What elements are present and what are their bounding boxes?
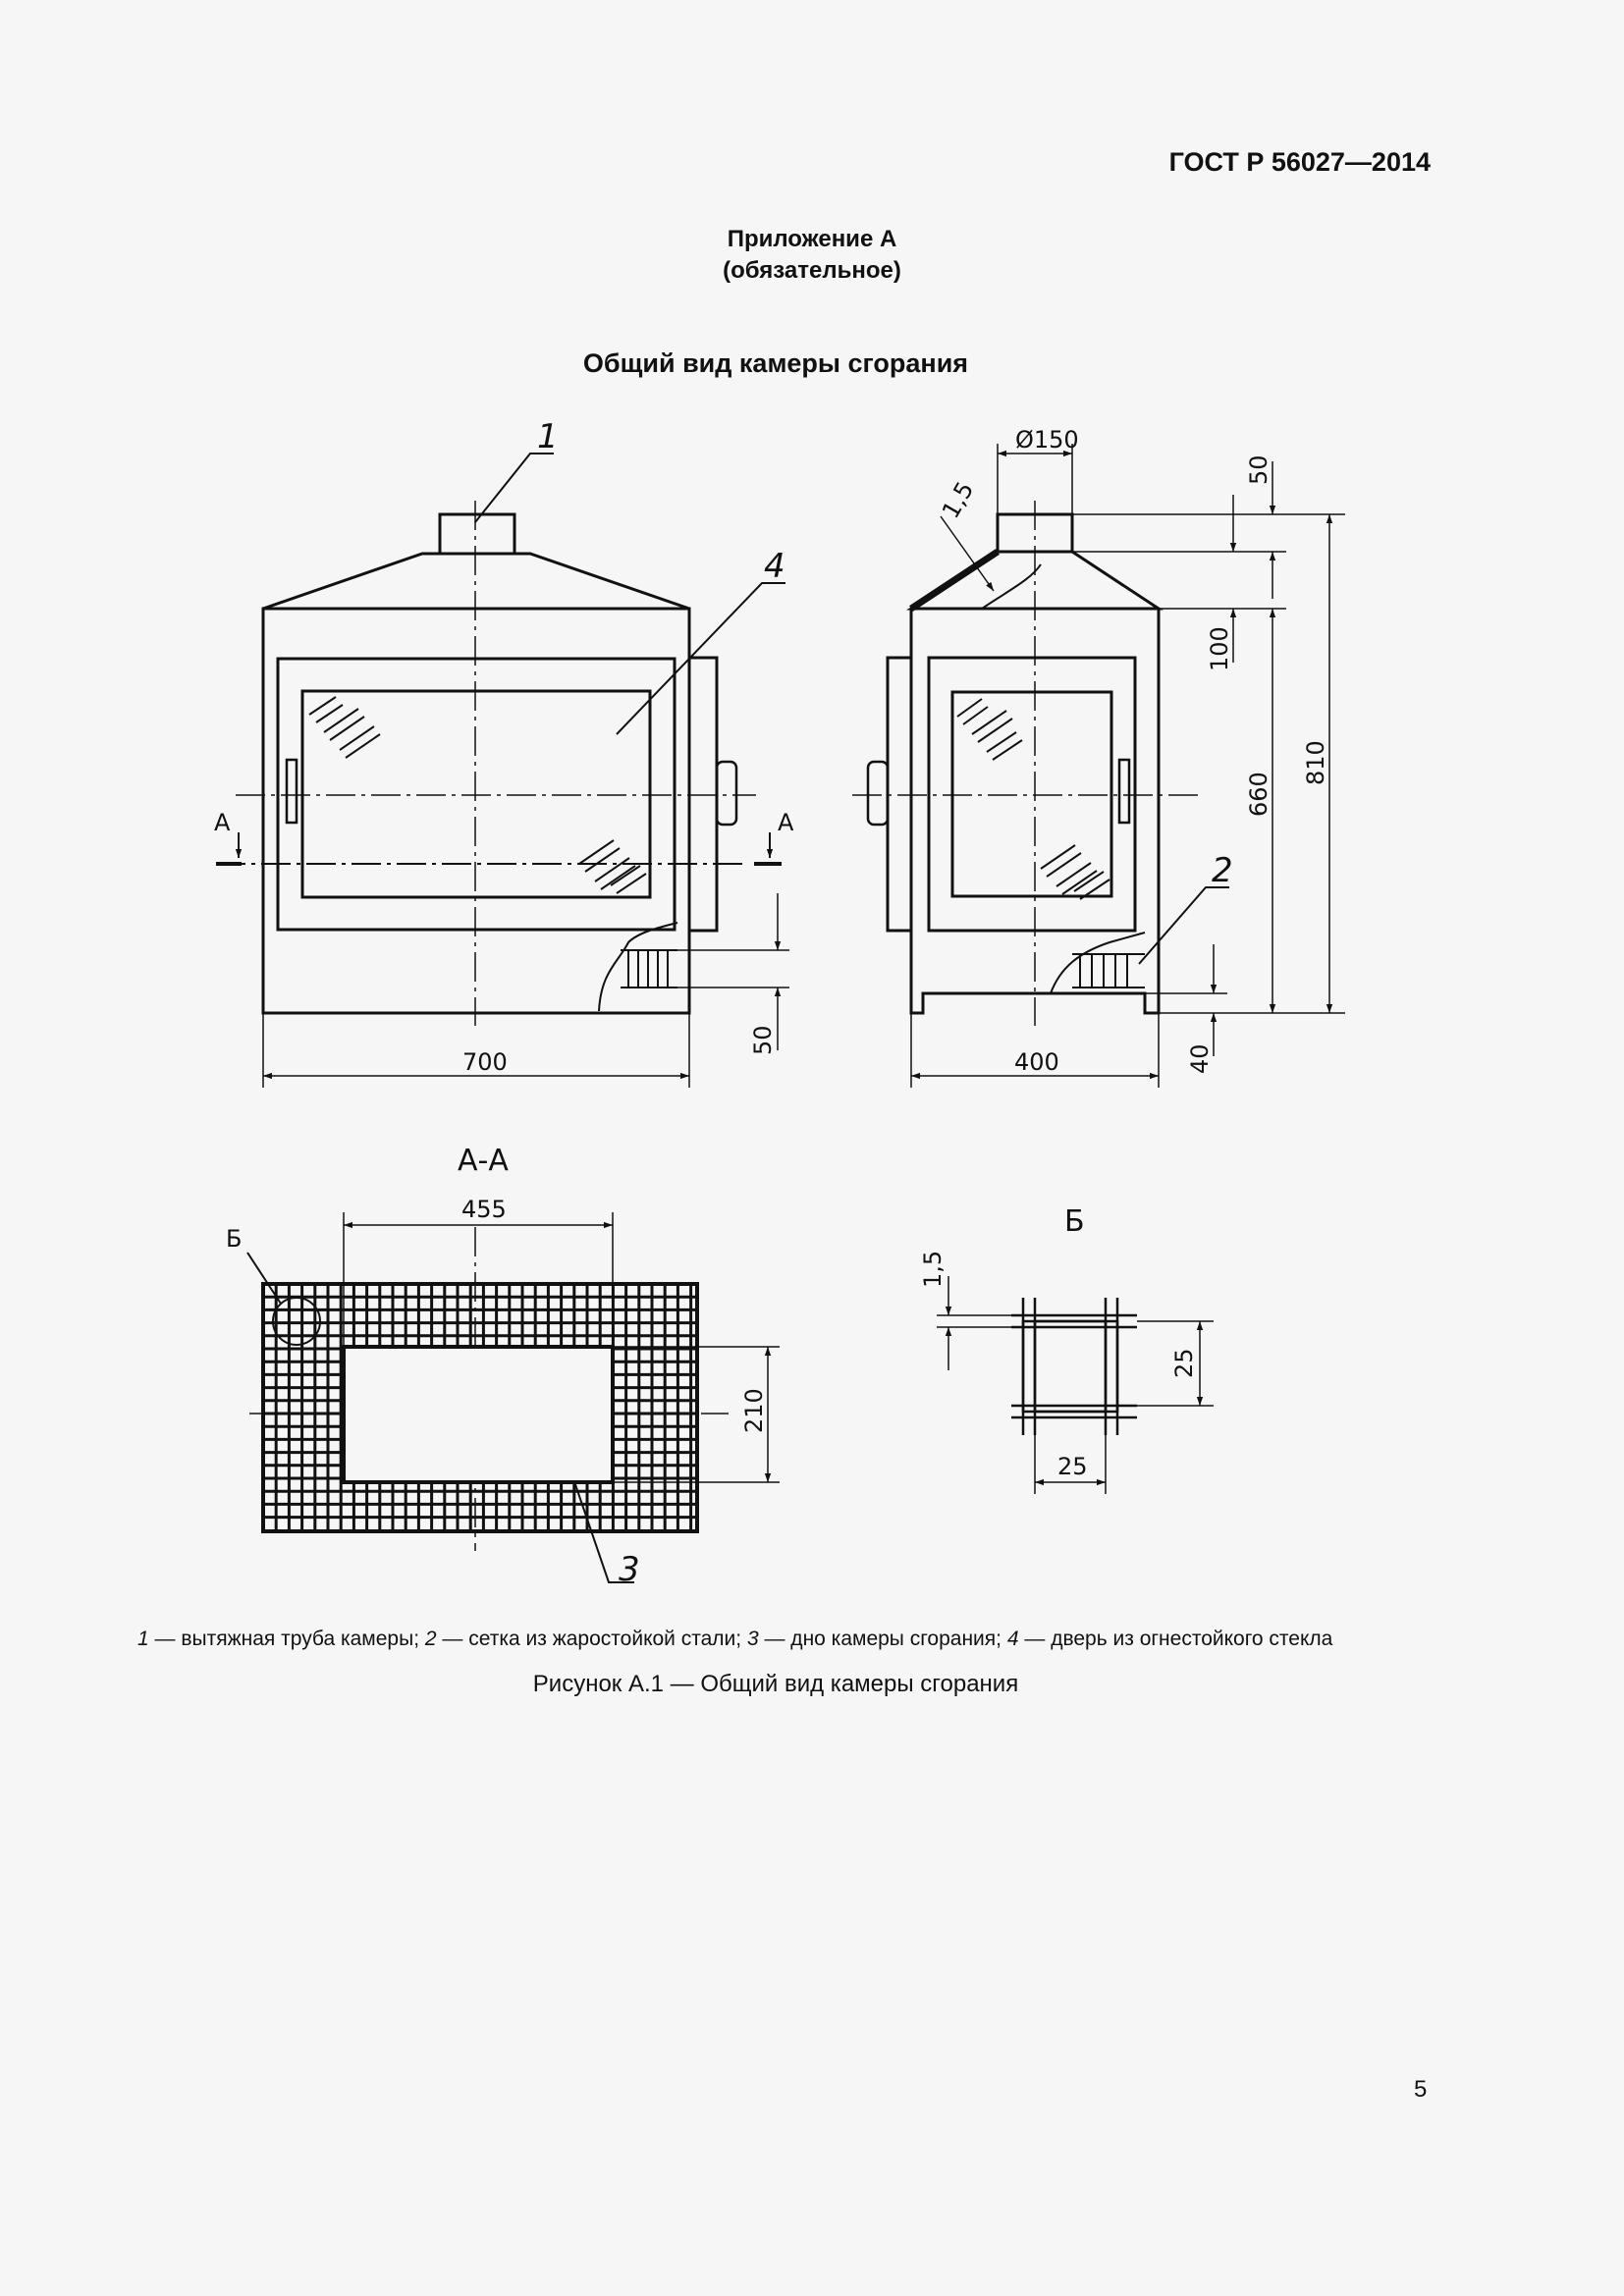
legend-num-2: 2 (424, 1628, 437, 1650)
section-title: Общий вид камеры сгорания (582, 348, 969, 378)
appendix-status: (обязательное) (723, 257, 901, 284)
dim-side-leg-height: 40 (1186, 1043, 1214, 1074)
dim-total-height: 810 (1302, 740, 1329, 785)
glass-hatching (309, 697, 1110, 899)
dim-side-width: 400 (1014, 1048, 1059, 1076)
legend-text-4: — дверь из огнестойкого стекла (1018, 1628, 1333, 1650)
dim-body-height: 660 (1245, 772, 1272, 817)
dim-detail-cell-width: 25 (1057, 1453, 1088, 1480)
legend-num-3: 3 (746, 1628, 759, 1650)
leader-label-1: 1 (537, 417, 559, 456)
section-mark-right: А (778, 809, 794, 836)
dim-front-width: 700 (462, 1048, 508, 1076)
dim-detail-wire: 1,5 (919, 1250, 947, 1288)
leader-label-2: 2 (1212, 851, 1233, 890)
dim-detail-cell-height: 25 (1170, 1348, 1198, 1378)
legend-text-3: — дно камеры сгорания; (758, 1628, 1007, 1650)
page-number: 5 (1414, 2076, 1428, 2103)
dim-pipe-diameter: Ø150 (1015, 426, 1079, 454)
section-grid (263, 1284, 697, 1531)
section-view-title: А-А (458, 1144, 509, 1178)
appendix-title: Приложение А (727, 226, 897, 252)
dim-hood-height: 100 (1206, 626, 1233, 671)
standard-number: ГОСТ Р 56027—2014 (1168, 147, 1431, 177)
dim-front-bottom-gap: 50 (749, 1025, 777, 1055)
dim-section-opening-depth: 210 (740, 1388, 768, 1433)
legend-text-2: — сетка из жаростойкой стали; (436, 1628, 747, 1650)
figure-legend (137, 1628, 1512, 1651)
dim-wall-thickness: 1,5 (936, 476, 980, 523)
detail-view (1011, 1298, 1137, 1435)
legend-text-1: — вытяжная труба камеры; (148, 1628, 425, 1650)
figure-caption: Рисунок А.1 — Общий вид камеры сгорания (532, 1671, 1019, 1697)
detail-mark: Б (226, 1225, 243, 1253)
dim-pipe-height: 50 (1245, 454, 1272, 485)
front-dimensions (263, 893, 789, 1088)
section-mark-left: А (214, 809, 231, 836)
legend-num-4: 4 (1006, 1628, 1019, 1650)
legend-num-1: 1 (137, 1628, 149, 1650)
detail-view-title: Б (1064, 1204, 1085, 1239)
side-view (868, 514, 1159, 1013)
front-view (263, 514, 736, 1013)
dim-section-opening-width: 455 (461, 1196, 507, 1223)
leader-label-3: 3 (619, 1550, 640, 1589)
leader-label-4: 4 (764, 547, 785, 586)
